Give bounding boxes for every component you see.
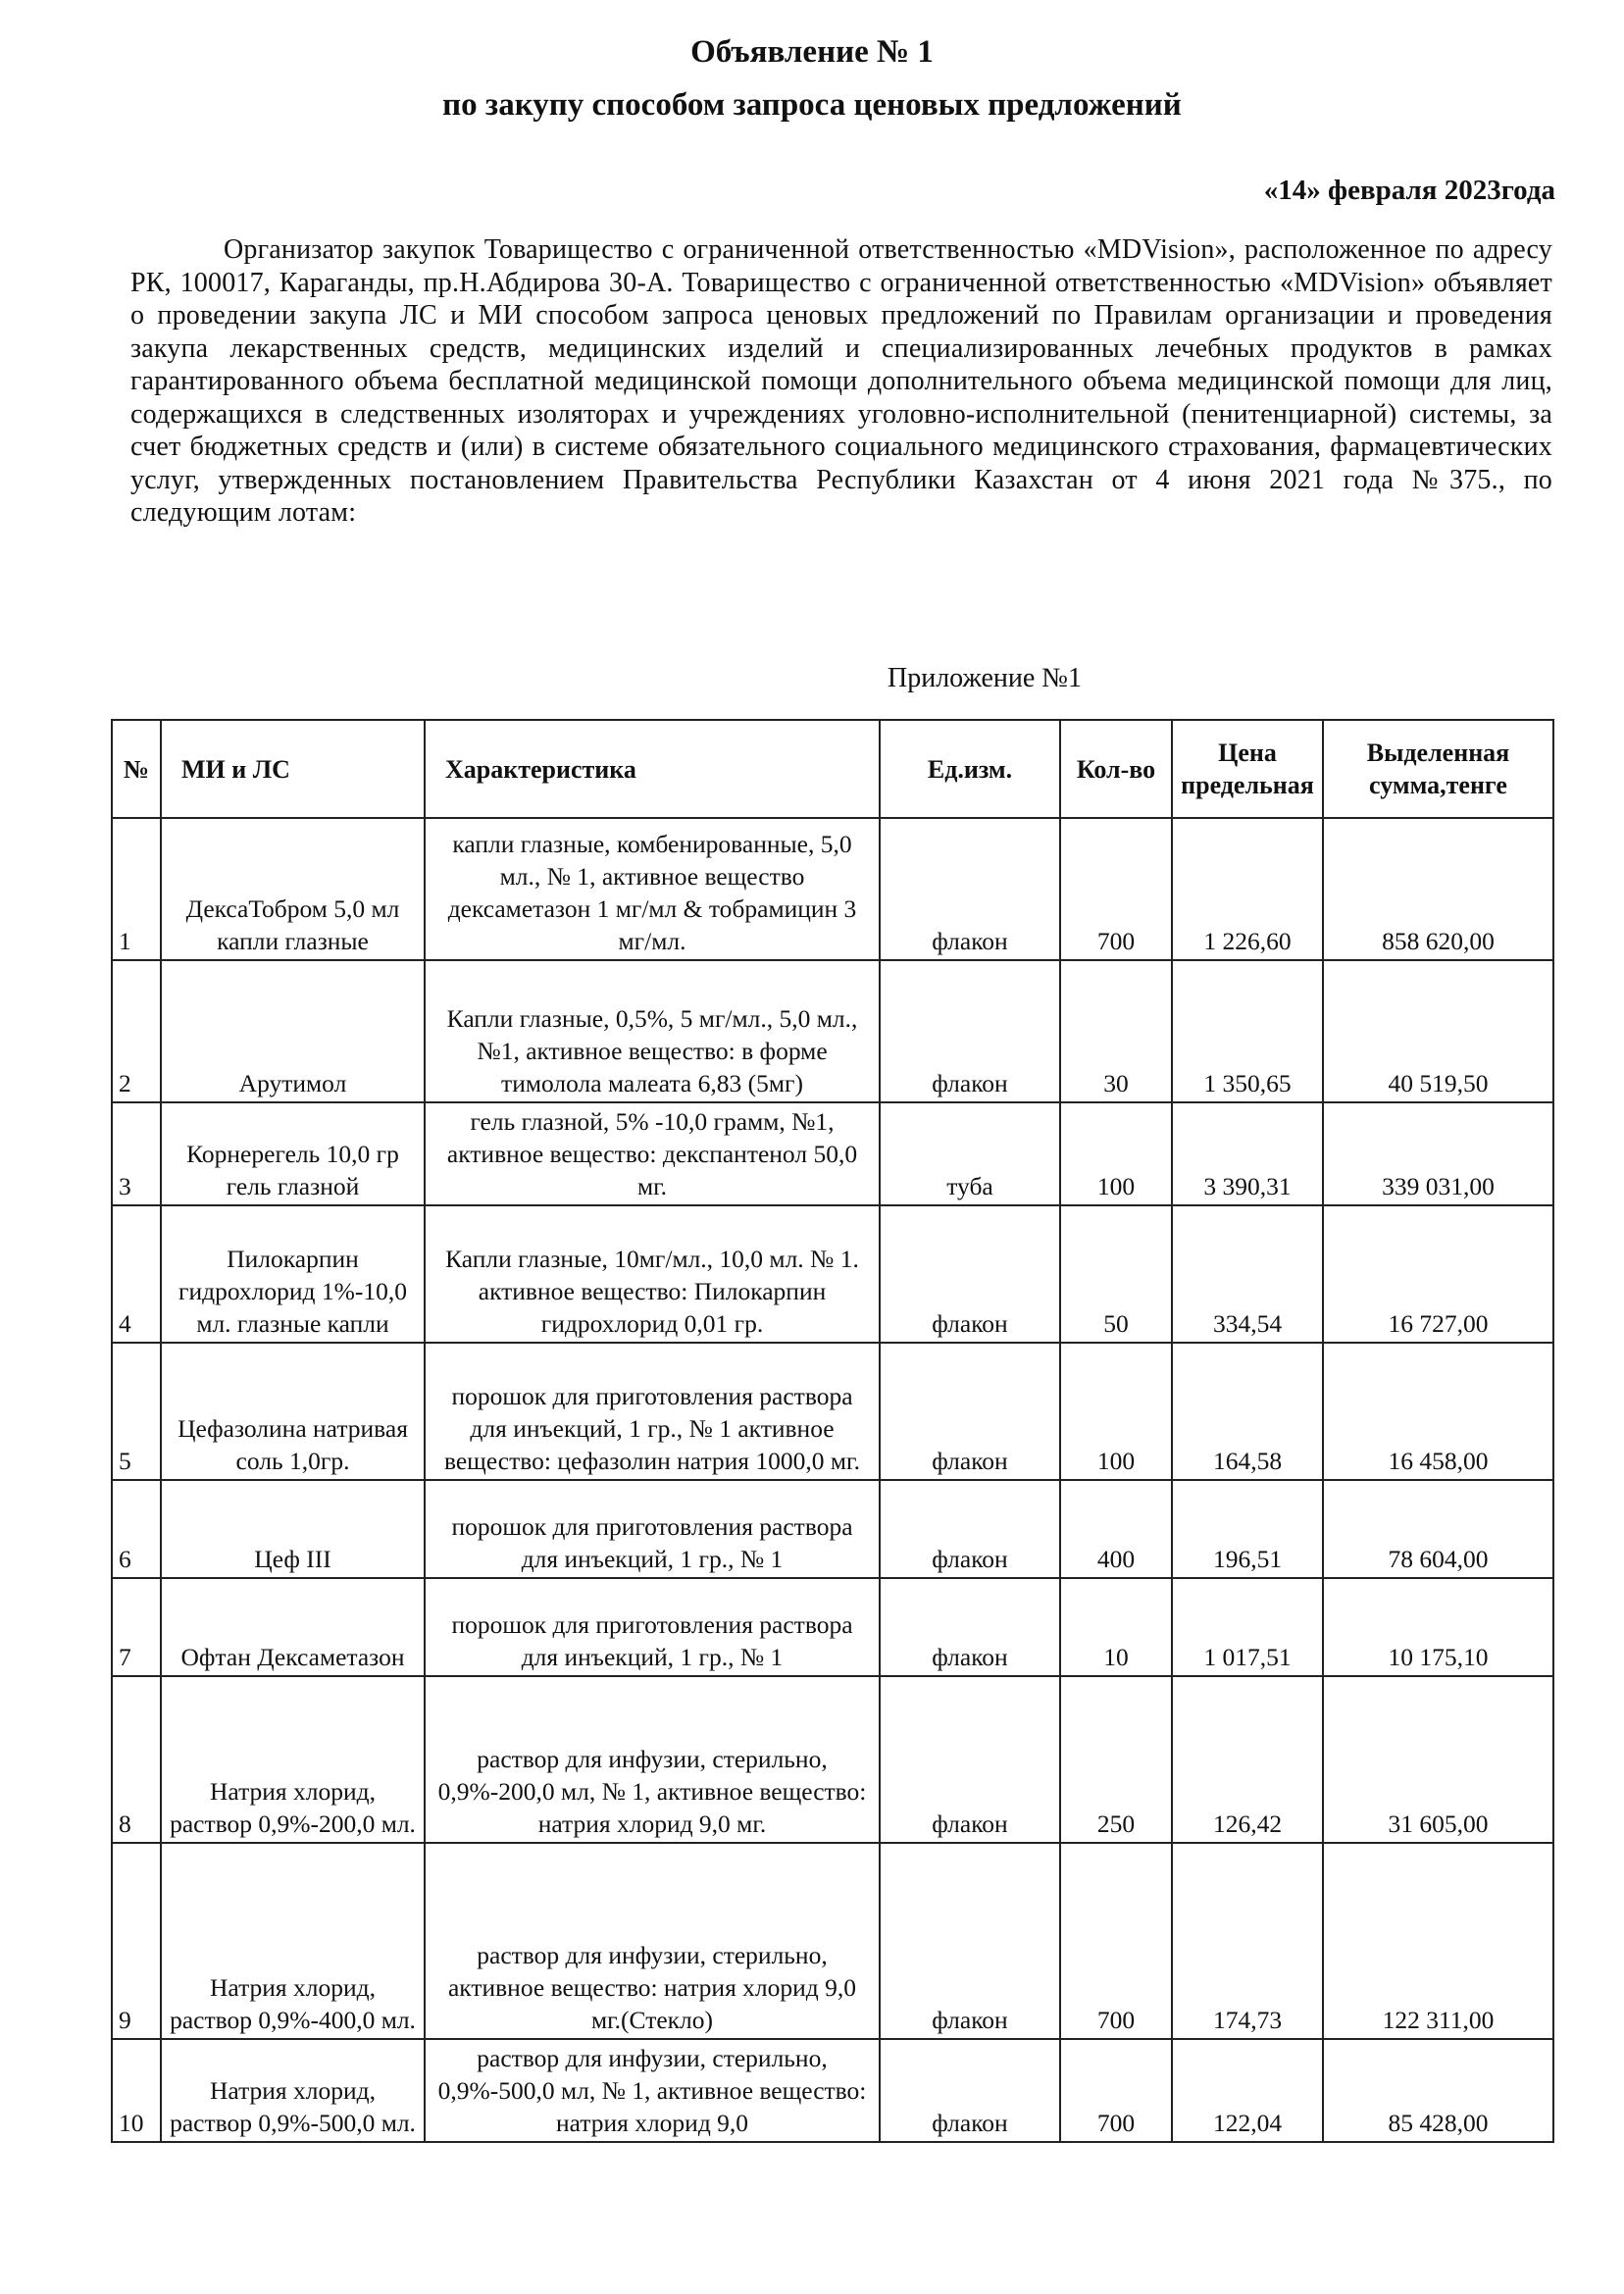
header-name: МИ и ЛС — [161, 720, 425, 818]
cell-price: 126,42 — [1172, 1676, 1323, 1843]
cell-price: 196,51 — [1172, 1480, 1323, 1578]
table-row — [112, 818, 1553, 960]
cell-unit: флакон — [880, 1205, 1060, 1343]
cell-unit: флакон — [880, 1843, 1060, 2039]
cell-qty: 100 — [1060, 1102, 1172, 1205]
lots-table-body — [112, 818, 1553, 2142]
header-spec: Характеристика — [425, 720, 880, 818]
cell-spec: раствор для инфузии, стерильно, активное вещество: натрия хлорид 9,0 мг.(Стекло) — [425, 1843, 880, 2039]
cell-price: 174,73 — [1172, 1843, 1323, 2039]
cell-spec: порошок для приготовления раствора для инъекций, 1 гр., № 1 — [425, 1480, 880, 1578]
cell-sum: 122 311,00 — [1323, 1843, 1553, 2039]
cell-qty: 250 — [1060, 1676, 1172, 1843]
cell-num: 9 — [112, 1843, 161, 2039]
cell-qty: 100 — [1060, 1343, 1172, 1480]
cell-price: 122,04 — [1172, 2039, 1323, 2142]
cell-unit: флакон — [880, 960, 1060, 1102]
cell-name: Пилокарпин гидрохлорид 1%-10,0 мл. глазные капли — [161, 1205, 425, 1343]
cell-unit: туба — [880, 1102, 1060, 1205]
cell-name: Офтан Дексаметазон — [161, 1578, 425, 1676]
cell-qty: 700 — [1060, 1843, 1172, 2039]
cell-price: 1 350,65 — [1172, 960, 1323, 1102]
cell-sum: 339 031,00 — [1323, 1102, 1553, 1205]
cell-num: 5 — [112, 1343, 161, 1480]
cell-unit: флакон — [880, 818, 1060, 960]
cell-name: Корнерегель 10,0 гр гель глазной — [161, 1102, 425, 1205]
cell-qty: 50 — [1060, 1205, 1172, 1343]
table-row — [112, 960, 1553, 1102]
lots-table — [111, 719, 1554, 2143]
header-unit: Ед.изм. — [880, 720, 1060, 818]
cell-spec: капли глазные, комбенированные, 5,0 мл., № 1, активное вещество дексаметазон 1 мг/мл & тобрамицин 3 мг/мл. — [425, 818, 880, 960]
cell-qty: 400 — [1060, 1480, 1172, 1578]
table-row — [112, 1578, 1553, 1676]
cell-sum: 16 727,00 — [1323, 1205, 1553, 1343]
cell-name: Натрия хлорид, раствор 0,9%-200,0 мл. — [161, 1676, 425, 1843]
cell-sum: 31 605,00 — [1323, 1676, 1553, 1843]
cell-name: Цеф III — [161, 1480, 425, 1578]
cell-price: 1 226,60 — [1172, 818, 1323, 960]
cell-spec: Капли глазные, 10мг/мл., 10,0 мл. № 1. активное вещество: Пилокарпин гидрохлорид 0,01 гр. — [425, 1205, 880, 1343]
cell-num: 6 — [112, 1480, 161, 1578]
cell-num: 4 — [112, 1205, 161, 1343]
header-num: № — [112, 720, 161, 818]
document-date: «14» февраля 2023года — [1263, 175, 1555, 206]
cell-price: 334,54 — [1172, 1205, 1323, 1343]
table-header-row — [112, 720, 1553, 818]
cell-qty: 700 — [1060, 818, 1172, 960]
cell-sum: 85 428,00 — [1323, 2039, 1553, 2142]
cell-qty: 30 — [1060, 960, 1172, 1102]
cell-num: 7 — [112, 1578, 161, 1676]
cell-num: 10 — [112, 2039, 161, 2142]
cell-qty: 10 — [1060, 1578, 1172, 1676]
document-subtitle: по закупу способом запроса ценовых предложений — [442, 87, 1182, 123]
cell-name: Цефазолина натривая соль 1,0гр. — [161, 1343, 425, 1480]
cell-price: 1 017,51 — [1172, 1578, 1323, 1676]
intro-paragraph: Организатор закупок Товарищество с ограниченной ответственностью «MDVision», расположенное по адресу РК, 100017, Караганды, пр.Н.Абдирова 30-А. Товарищество с ограниченной ответственностью «MDVision» объявляет о проведении закупа ЛС и МИ способом запроса ценовых предложений по Правилам организации и проведения закупа лекарственных средств, медицинских изделий и специализированных лечебных продуктов в рамках гарантированного объема бесплатной медицинской помощи дополнительного объема медицинской помощи для лиц, содержащихся в следственных изоляторах и учреждениях уголовно-исполнительной (пенитенциарной) системы, за счет бюджетных средств и (или) в системе обязательного социального медицинского страхования, фармацевтических услуг, утвержденных постановлением Правительства Республики Казахстан от 4 июня 2021 года №375., по следующим лотам: — [130, 234, 1552, 528]
cell-qty: 700 — [1060, 2039, 1172, 2142]
cell-num: 1 — [112, 818, 161, 960]
table-row — [112, 1843, 1553, 2039]
cell-unit: флакон — [880, 1676, 1060, 1843]
cell-num: 2 — [112, 960, 161, 1102]
cell-num: 8 — [112, 1676, 161, 1843]
cell-spec: раствор для инфузии, стерильно, 0,9%-500,0 мл, № 1, активное вещество: натрия хлорид 9,0 — [425, 2039, 880, 2142]
header-sum: Выделенная сумма,тенге — [1323, 720, 1553, 818]
table-row — [112, 1102, 1553, 1205]
cell-price: 164,58 — [1172, 1343, 1323, 1480]
header-price: Цена предельная — [1172, 720, 1323, 818]
cell-sum: 16 458,00 — [1323, 1343, 1553, 1480]
table-row — [112, 1676, 1553, 1843]
cell-name: Натрия хлорид, раствор 0,9%-400,0 мл. — [161, 1843, 425, 2039]
cell-sum: 78 604,00 — [1323, 1480, 1553, 1578]
table-row — [112, 2039, 1553, 2142]
table-row — [112, 1480, 1553, 1578]
cell-sum: 40 519,50 — [1323, 960, 1553, 1102]
cell-spec: Капли глазные, 0,5%, 5 мг/мл., 5,0 мл., №1, активное вещество: в форме тимолола малеата 6,83 (5мг) — [425, 960, 880, 1102]
cell-unit: флакон — [880, 1343, 1060, 1480]
cell-name: Натрия хлорид, раствор 0,9%-500,0 мл. — [161, 2039, 425, 2142]
cell-unit: флакон — [880, 1578, 1060, 1676]
cell-unit: флакон — [880, 1480, 1060, 1578]
table-row — [112, 1343, 1553, 1480]
table-row — [112, 1205, 1553, 1343]
cell-sum: 10 175,10 — [1323, 1578, 1553, 1676]
cell-num: 3 — [112, 1102, 161, 1205]
cell-spec: порошок для приготовления раствора для инъекций, 1 гр., № 1 активное вещество: цефазолин натрия 1000,0 мг. — [425, 1343, 880, 1480]
cell-sum: 858 620,00 — [1323, 818, 1553, 960]
cell-spec: раствор для инфузии, стерильно, 0,9%-200,0 мл, № 1, активное вещество: натрия хлорид 9,0 мг. — [425, 1676, 880, 1843]
cell-spec: гель глазной, 5% -10,0 грамм, №1, активное вещество: декспантенол 50,0 мг. — [425, 1102, 880, 1205]
cell-name: Арутимол — [161, 960, 425, 1102]
document-title: Объявление № 1 — [690, 34, 934, 70]
appendix-label: Приложение №1 — [888, 663, 1082, 693]
cell-name: ДексаТобром 5,0 мл капли глазные — [161, 818, 425, 960]
header-qty: Кол-во — [1060, 720, 1172, 818]
cell-price: 3 390,31 — [1172, 1102, 1323, 1205]
cell-unit: флакон — [880, 2039, 1060, 2142]
cell-spec: порошок для приготовления раствора для инъекций, 1 гр., № 1 — [425, 1578, 880, 1676]
